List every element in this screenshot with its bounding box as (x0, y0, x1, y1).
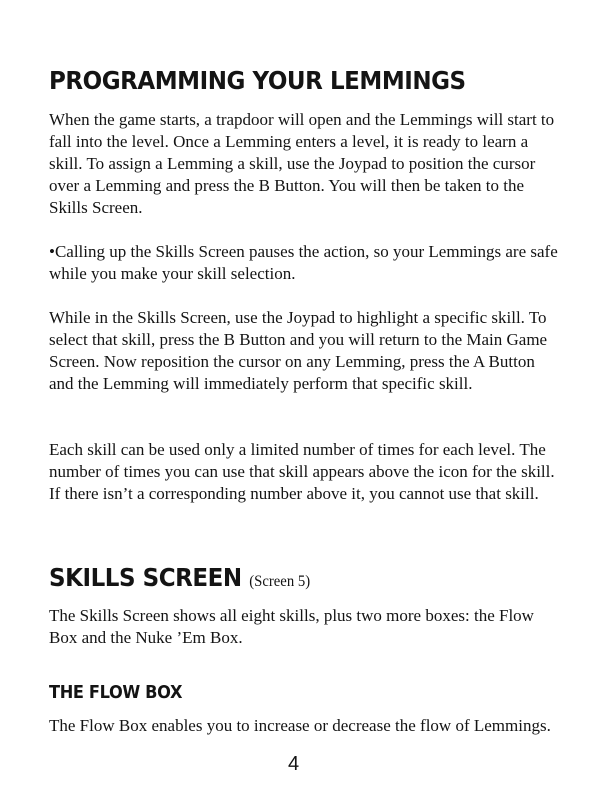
page-number: 4 (288, 753, 300, 775)
programming-paragraph-4: Each skill can be used only a limited number of times for each level. The number of times you can use that skill appears above the icon for the skill. If there isn’t a corresponding number above it, you cannot use that skill. (49, 440, 555, 503)
skills-screen-paragraph: The Skills Screen shows all eight skills, plus two more boxes: the Flow Box and the Nuke ’Em Box. (49, 606, 534, 647)
programming-paragraph-3: While in the Skills Screen, use the Joypad to highlight a specific skill. To select that skill, press the B Button and you will return to the Main Game Screen. Now reposition the cursor on any Lemming, press the A Button and the Lemming will immediately perform that specific skill. (49, 308, 548, 393)
programming-paragraph-2: •Calling up the Skills Screen pauses the action, so your Lemmings are safe while you make your skill selection. (49, 242, 558, 283)
programming-paragraph-1: When the game starts, a trapdoor will open and the Lemmings will start to fall into the level. Once a Lemming enters a level, it is ready to learn a skill. To assign a Lemming a skill, use the Joypad to position the cursor over a Lemming and press the B Button. You will then be taken to the Skills Screen. (49, 110, 555, 217)
flow-box-heading: THE FLOW BOX (49, 682, 183, 703)
skills-screen-title: SKILLS SCREEN (49, 563, 242, 592)
skills-screen-note: (Screen 5) (249, 573, 311, 590)
skills-screen-heading (49, 563, 310, 597)
programming-heading: PROGRAMMING YOUR LEMMINGS (49, 66, 466, 95)
flow-box-paragraph: The Flow Box enables you to increase or decrease the flow of Lemmings. (49, 716, 551, 735)
